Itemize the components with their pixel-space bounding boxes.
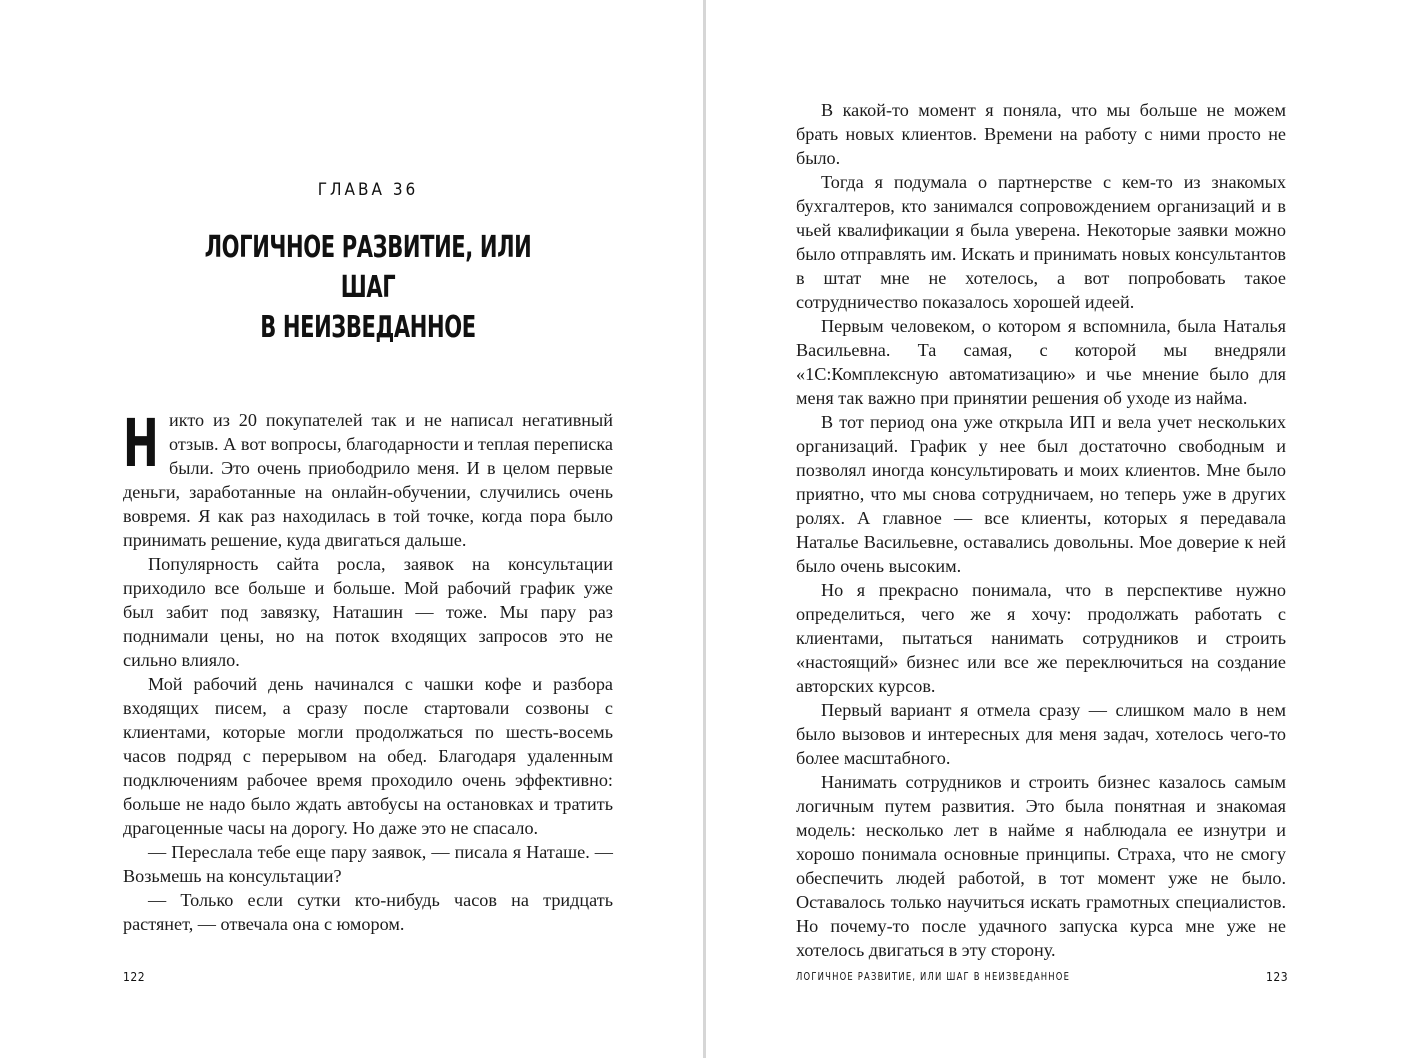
chapter-title-line-1: ЛОГИЧНОЕ РАЗВИТИЕ, ИЛИ ШАГ	[204, 230, 532, 305]
dropcap: Н	[123, 405, 159, 482]
paragraph	[123, 405, 613, 552]
running-head: ЛОГИЧНОЕ РАЗВИТИЕ, ИЛИ ШАГ В НЕИЗВЕДАННОЕ	[796, 970, 1071, 983]
paragraph: Популярность сайта росла, заявок на консультации приходило все больше и больше. Мой рабочий график уже был забит под завязку, Наташин — тоже. Мы пару раз поднимали цены, но на поток входящих запросов это не сильно влияло.	[123, 554, 613, 670]
page-number-left: 122	[123, 970, 146, 984]
chapter-title-line-2: В НЕИЗВЕДАННОЕ	[260, 310, 476, 345]
paragraph-text: икто из 20 покупателей так и не написал негативный отзыв. А вот вопросы, благодарности и теплая переписка были. Это очень приободрило меня. И в целом первые деньги, заработанные на онлайн-обучении, случились очень вовремя. Я как раз находилась в той точке, когда пора было принимать решение, куда двигаться дальше.	[123, 410, 613, 550]
right-body-text	[796, 98, 1286, 962]
paragraph: Мой рабочий день начинался с чашки кофе и разбора входящих писем, а сразу после стартовали созвоны с клиентами, которые могли продолжаться по шесть-восемь часов подряд с перерывом на обед. Благодаря удаленным подключениям рабочее время проходило очень эффективно: больше не надо было ждать автобусы на остановках и тратить драгоценные часы на дорогу. Но даже это не спасало.	[123, 674, 613, 838]
paragraph: Нанимать сотрудников и строить бизнес казалось самым логичным путем развития. Это была понятная и знакомая модель: несколько лет в найме я наблюдала ее изнутри и хорошо понимала основные принципы. Страха, что не смогу обеспечить людей работой, в тот момент уже не было. Оставалось только научиться искать грамотных специалистов. Но почему-то после удачного запуска курса мне уже не хотелось двигаться в эту сторону.	[796, 772, 1286, 960]
left-body-text	[123, 405, 613, 936]
dialogue-line: — Переслала тебе еще пару заявок, — писала я Наташе. — Возьмешь на консультации?	[123, 842, 613, 886]
paragraph: Но я прекрасно понимала, что в перспективе нужно определиться, чего же я хочу: продолжать работать с клиентами, пытаться нанимать сотрудников и строить «настоящий» бизнес или все же переключиться на создание авторских курсов.	[796, 580, 1286, 696]
left-page	[0, 0, 703, 1058]
paragraph: В тот период она уже открыла ИП и вела учет нескольких организаций. График у нее был достаточно свободным и позволял иногда консультировать и моих клиентов. Мне было приятно, что мы снова сотрудничаем, но теперь уже в других ролях. А главное — все клиенты, которых я передавала Наталье Васильевне, оставались довольны. Мое доверие к ней было очень высоким.	[796, 412, 1286, 576]
dialogue-line: — Только если сутки кто-нибудь часов на тридцать растянет, — отвечала она с юмором.	[123, 890, 613, 934]
page-number-right: 123	[1266, 970, 1289, 984]
paragraph: В какой-то момент я поняла, что мы больше не можем брать новых клиентов. Времени на работу с ними просто не было.	[796, 100, 1286, 168]
chapter-title	[177, 228, 559, 348]
chapter-label: ГЛАВА 36	[317, 180, 419, 200]
paragraph: Первым человеком, о котором я вспомнила, была Наталья Васильевна. Та самая, с которой мы внедряли «1С:Комплексную автоматизацию» и чье мнение было для меня так важно при принятии решения об уходе из найма.	[796, 316, 1286, 408]
paragraph: Первый вариант я отмела сразу — слишком мало в нем было вызовов и интересных для меня задач, хотелось чего-то более масштабного.	[796, 700, 1286, 768]
paragraph: Тогда я подумала о партнерстве с кем-то из знакомых бухгалтеров, кто занимался сопровождением организаций и в чьей квалификации я была уверена. Некоторые заявки можно было отправлять им. Искать и принимать новых консультантов в штат мне не хотелось, а вот попробовать такое сотрудничество показалось хорошей идеей.	[796, 172, 1286, 312]
